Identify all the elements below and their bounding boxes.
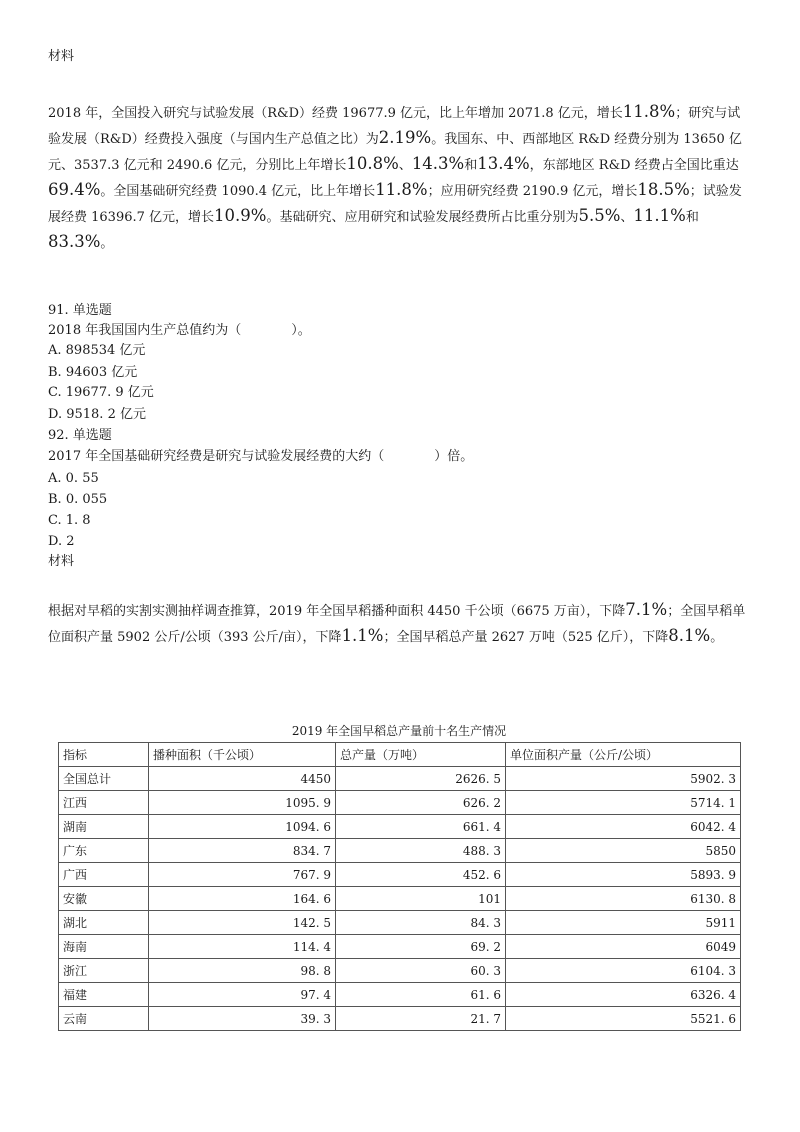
question-92-stem-after: ）倍。 (434, 449, 474, 464)
text-segment: ；研究与试验发展（R&D）经费投入强度（与国内生产总值之比）为 (48, 106, 741, 147)
text-segment: 、 (398, 158, 412, 173)
value-cell: 767. 9 (149, 863, 336, 887)
table-title: 2019 年全国早稻总产量前十名生产情况 (291, 724, 507, 738)
percentage-value: 18.5% (637, 180, 690, 199)
text-segment: 。 (710, 630, 724, 645)
text-segment: 、 (620, 210, 634, 225)
value-cell: 626. 2 (336, 791, 506, 815)
question-91-stem-after: ）。 (291, 323, 311, 338)
text-segment: 2018 年，全国投入研究与试验发展（R&D）经费 19677.9 亿元，比上年增加 2071.8 亿元，增长 (48, 106, 623, 121)
region-cell: 江西 (59, 791, 149, 815)
value-cell: 97. 4 (149, 983, 336, 1007)
question-92-stem (48, 448, 473, 466)
value-cell: 1095. 9 (149, 791, 336, 815)
region-cell: 广东 (59, 839, 149, 863)
text-segment: ，东部地区 R&D 经费占全国比重达 (529, 158, 739, 173)
region-cell: 全国总计 (59, 767, 149, 791)
value-cell: 61. 6 (336, 983, 506, 1007)
region-cell: 浙江 (59, 959, 149, 983)
region-cell: 湖北 (59, 911, 149, 935)
value-cell: 6130. 8 (506, 887, 741, 911)
question-92-option-b[interactable]: B. 0. 055 (48, 492, 108, 507)
question-91-stem (48, 322, 311, 340)
question-91-number: 91. 单选题 (48, 303, 112, 318)
percentage-value: 11.8% (622, 102, 676, 121)
value-cell: 39. 3 (149, 1007, 336, 1031)
region-cell: 福建 (59, 983, 149, 1007)
text-segment: ；全国早稻单位面积产量 5902 公斤/公顷（393 公斤/亩），下降 (48, 604, 746, 645)
question-91-option-d[interactable]: D. 9518. 2 亿元 (48, 407, 146, 422)
percentage-value: 1.1% (341, 626, 384, 645)
text-segment: 。我国东、中、西部地区 R&D 经费分别为 13650 亿元、3537.3 亿元和 2490.6 亿元，分别比上年增长 (48, 132, 742, 173)
value-cell: 4450 (149, 767, 336, 791)
value-cell: 1094. 6 (149, 815, 336, 839)
percentage-value: 13.4% (477, 154, 530, 173)
text-segment: ；应用研究经费 2190.9 亿元，增长 (427, 184, 638, 199)
value-cell: 2626. 5 (336, 767, 506, 791)
material-paragraph-2 (48, 598, 748, 650)
value-cell: 6042. 4 (506, 815, 741, 839)
region-cell: 云南 (59, 1007, 149, 1031)
value-cell: 661. 4 (336, 815, 506, 839)
table-row (59, 863, 741, 887)
table-row (59, 839, 741, 863)
value-cell: 488. 3 (336, 839, 506, 863)
text-segment: 和 (464, 158, 478, 173)
percentage-value: 11.8% (375, 180, 428, 199)
percentage-value: 7.1% (625, 600, 668, 619)
value-cell: 6049 (506, 935, 741, 959)
header-indicator: 指标 (59, 743, 149, 767)
table-row (59, 983, 741, 1007)
value-cell: 5902. 3 (506, 767, 741, 791)
value-cell: 5714. 1 (506, 791, 741, 815)
value-cell: 452. 6 (336, 863, 506, 887)
question-92-number: 92. 单选题 (48, 428, 112, 443)
value-cell: 5911 (506, 911, 741, 935)
region-cell: 广西 (59, 863, 149, 887)
value-cell: 69. 2 (336, 935, 506, 959)
percentage-value: 69.4% (48, 180, 101, 199)
question-92-stem-before: 2017 年全国基础研究经费是研究与试验发展经费的大约（ (48, 449, 385, 464)
value-cell: 98. 8 (149, 959, 336, 983)
value-cell: 5521. 6 (506, 1007, 741, 1031)
header-yield-per-unit: 单位面积产量（公斤/公顷） (506, 743, 741, 767)
header-total-output: 总产量（万吨） (336, 743, 506, 767)
table-row (59, 959, 741, 983)
text-segment: 和 (685, 210, 699, 225)
early-rice-production-table (58, 742, 741, 1031)
table-row (59, 911, 741, 935)
header-sown-area: 播种面积（千公顷） (149, 743, 336, 767)
region-cell: 安徽 (59, 887, 149, 911)
question-91-stem-before: 2018 年我国国内生产总值约为（ (48, 323, 242, 338)
percentage-value: 11.1% (633, 206, 686, 225)
value-cell: 114. 4 (149, 935, 336, 959)
material-paragraph-1 (48, 100, 748, 256)
value-cell: 6104. 3 (506, 959, 741, 983)
percentage-value: 5.5% (578, 206, 621, 225)
table-row (59, 1007, 741, 1031)
value-cell: 5893. 9 (506, 863, 741, 887)
percentage-value: 14.3% (411, 154, 465, 173)
region-cell: 海南 (59, 935, 149, 959)
material-heading-1: 材料 (48, 49, 75, 64)
percentage-value: 10.9% (214, 206, 267, 225)
table-row (59, 815, 741, 839)
table-row (59, 935, 741, 959)
text-segment: ；全国早稻总产量 2627 万吨（525 亿斤），下降 (383, 630, 669, 645)
region-cell: 湖南 (59, 815, 149, 839)
value-cell: 834. 7 (149, 839, 336, 863)
percentage-value: 83.3% (48, 232, 101, 251)
value-cell: 101 (336, 887, 506, 911)
value-cell: 142. 5 (149, 911, 336, 935)
value-cell: 6326. 4 (506, 983, 741, 1007)
table-row (59, 887, 741, 911)
question-92-option-c[interactable]: C. 1. 8 (48, 513, 91, 528)
value-cell: 164. 6 (149, 887, 336, 911)
value-cell: 84. 3 (336, 911, 506, 935)
percentage-value: 8.1% (668, 626, 711, 645)
question-91-option-a[interactable]: A. 898534 亿元 (48, 343, 146, 358)
value-cell: 5850 (506, 839, 741, 863)
percentage-value: 10.8% (346, 154, 399, 173)
question-91-option-c[interactable]: C. 19677. 9 亿元 (48, 385, 154, 400)
table-header-row (59, 743, 741, 767)
question-91-option-b[interactable]: B. 94603 亿元 (48, 365, 138, 380)
text-segment: 根据对早稻的实割实测抽样调查推算，2019 年全国早稻播种面积 4450 千公顷（6675 万亩），下降 (48, 604, 626, 619)
value-cell: 60. 3 (336, 959, 506, 983)
percentage-value: 2.19% (378, 128, 432, 147)
question-92-option-a[interactable]: A. 0. 55 (48, 471, 99, 486)
text-segment: 。 (100, 236, 114, 251)
question-92-option-d[interactable]: D. 2 (48, 534, 75, 549)
table-row (59, 767, 741, 791)
text-segment: 。全国基础研究经费 1090.4 亿元，比上年增长 (100, 184, 376, 199)
text-segment: ；试验发展经费 16396.7 亿元，增长 (48, 184, 742, 225)
text-segment: 。基础研究、应用研究和试验发展经费所占比重分别为 (266, 210, 579, 225)
value-cell: 21. 7 (336, 1007, 506, 1031)
material-heading-2: 材料 (48, 554, 75, 569)
table-row (59, 791, 741, 815)
